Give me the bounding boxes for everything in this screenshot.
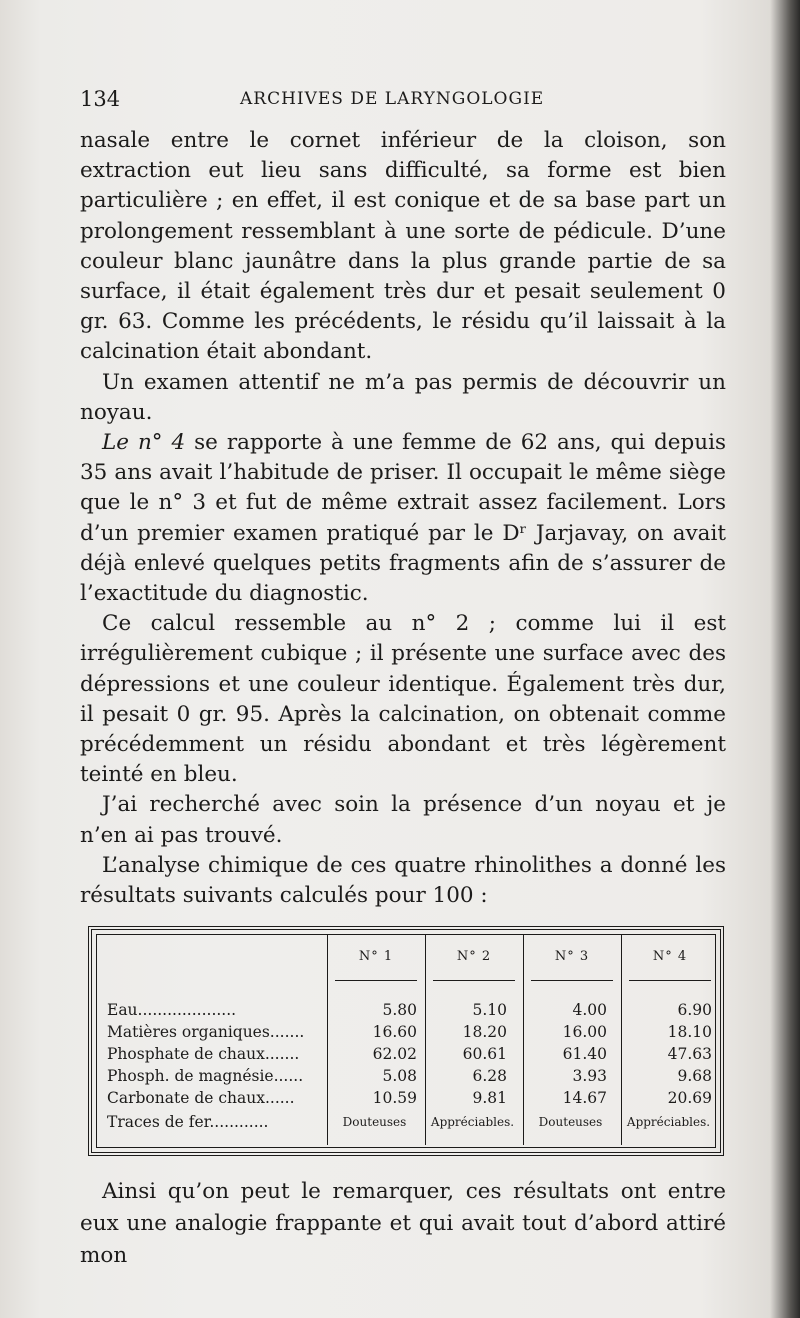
paragraph-3 xyxy=(80,428,726,609)
cell-value: 61.40 xyxy=(562,1045,607,1063)
cell-value: Appréciables. xyxy=(626,1115,711,1129)
cell-value: Douteuses xyxy=(538,1115,603,1129)
column-header-4: N° 4 xyxy=(652,949,688,964)
cell-value: 20.69 xyxy=(667,1089,712,1107)
column-header-3: N° 3 xyxy=(554,949,590,964)
header-rule xyxy=(433,980,515,981)
cell-value: 5.10 xyxy=(472,1001,507,1019)
cell-value: 4.00 xyxy=(572,1001,607,1019)
paragraph-6: L’analyse chimique de ces quatre rhinolithes a donné les résultats suivants calculés pour 100 : xyxy=(80,852,726,909)
paragraph-3-text: se rapporte à une femme de 62 ans, qui depuis 35 ans avait l’habitude de priser. Il occupait le même siège que le n° 3 et fut de même extrait assez facilement. Lors d’un premier examen pratiqué par le Dʳ Jarjavay, on avait déjà enlevé quelques petits fragments afin de s’assurer de l’exactitude du diagnostic. xyxy=(80,430,726,607)
cell-value: 9.68 xyxy=(677,1067,712,1085)
cell-value: 62.02 xyxy=(372,1045,417,1063)
case-label-italic: Le n° 4 xyxy=(102,430,186,456)
row-label: Phosphate de chaux....... xyxy=(107,1045,300,1063)
running-header xyxy=(80,87,730,115)
header-rule xyxy=(335,980,417,981)
table-row xyxy=(107,1113,717,1132)
closing-text xyxy=(80,1176,726,1272)
row-label: Eau.................... xyxy=(107,1001,237,1019)
column-header-1: N° 1 xyxy=(358,949,394,964)
table-row xyxy=(107,1023,717,1042)
cell-value: 18.10 xyxy=(667,1023,712,1041)
table-row xyxy=(107,1067,717,1086)
table-row xyxy=(107,1045,717,1064)
cell-value: 6.90 xyxy=(677,1001,712,1019)
cell-value: Appréciables. xyxy=(430,1115,515,1129)
cell-value: 14.67 xyxy=(562,1089,607,1107)
analysis-table xyxy=(88,926,724,1156)
running-title: ARCHIVES DE LARYNGOLOGIE xyxy=(240,89,545,109)
table-row xyxy=(107,1089,717,1108)
cell-value: 47.63 xyxy=(667,1045,712,1063)
cell-value: 5.80 xyxy=(382,1001,417,1019)
cell-value: 9.81 xyxy=(472,1089,507,1107)
column-header-2: N° 2 xyxy=(456,949,492,964)
table-inner-frame xyxy=(96,934,716,1148)
body-text xyxy=(80,126,726,911)
cell-value: 16.00 xyxy=(562,1023,607,1041)
row-label: Matières organiques....... xyxy=(107,1023,305,1041)
page-number: 134 xyxy=(80,87,121,111)
cell-value: 16.60 xyxy=(372,1023,417,1041)
paragraph-5: J’ai recherché avec soin la présence d’un noyau et je n’en ai pas trouvé. xyxy=(80,792,726,848)
cell-value: 60.61 xyxy=(462,1045,507,1063)
table-row xyxy=(107,1001,717,1020)
paragraph-1: nasale entre le cornet inférieur de la cloison, son extraction eut lieu sans difficulté, sa forme est bien particulière ; en effet, il est conique et de sa base part un prolongement ressemblant à une sorte de pédicule. D’une couleur blanc jaunâtre dans la plus grande partie de sa surface, il était également très dur et pesait seulement 0 gr. 63. Comme les précédents, le résidu qu’il laissait à la calcination était abondant. xyxy=(80,128,726,365)
cell-value: 3.93 xyxy=(572,1067,607,1085)
cell-value: 10.59 xyxy=(372,1089,417,1107)
paragraph-2: Un examen attentif ne m’a pas permis de découvrir un noyau. xyxy=(80,369,726,425)
paragraph-4: Ce calcul ressemble au n° 2 ; comme lui il est irrégulièrement cubique ; il présente une surface avec des dépressions et une couleur identique. Également très dur, il pesait 0 gr. 95. Après la calcination, on obtenait comme précédemment un résidu abondant et très légèrement teinté en bleu. xyxy=(80,611,726,788)
cell-value: Douteuses xyxy=(342,1115,407,1129)
cell-value: 6.28 xyxy=(472,1067,507,1085)
row-label: Carbonate de chaux...... xyxy=(107,1089,295,1107)
header-rule xyxy=(629,980,711,981)
cell-value: 5.08 xyxy=(382,1067,417,1085)
paragraph-7: Ainsi qu’on peut le remarquer, ces résultats ont entre eux une analogie frappante et qui avait tout d’abord attiré mon xyxy=(80,1179,726,1268)
row-label: Traces de fer............ xyxy=(107,1113,269,1131)
cell-value: 18.20 xyxy=(462,1023,507,1041)
header-rule xyxy=(531,980,613,981)
row-label: Phosph. de magnésie...... xyxy=(107,1067,304,1085)
